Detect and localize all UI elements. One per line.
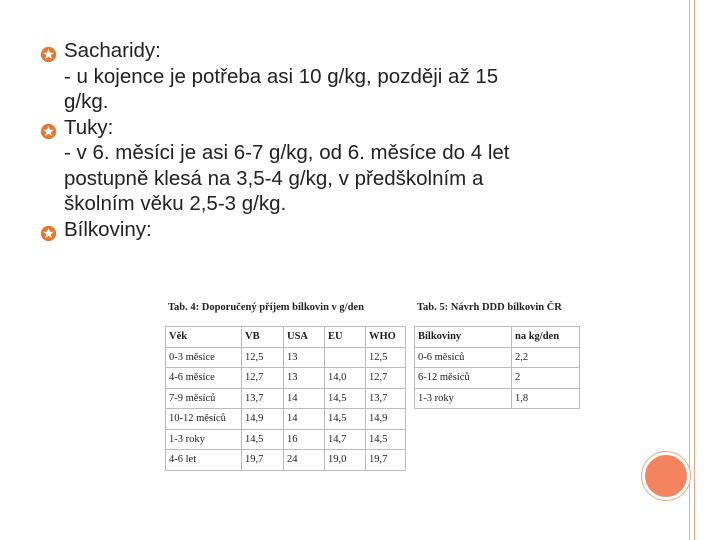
bullet-item: [40, 38, 620, 115]
table-cell: 14,9: [242, 409, 284, 430]
table-cell: 14: [284, 409, 325, 430]
bullet-text-line: postupně klesá na 3,5-4 g/kg, v předškolním a: [64, 166, 484, 190]
table-header-cell: USA: [284, 327, 325, 348]
table-cell: 14: [284, 388, 325, 409]
table-cell: 4-6 let: [166, 450, 242, 471]
table-cell: 13,7: [242, 388, 284, 409]
table-cell: 12,7: [242, 368, 284, 389]
table-cell: 12,7: [366, 368, 406, 389]
table-cell: 14,0: [325, 368, 366, 389]
bullet-text-line: školním věku 2,5-3 g/kg.: [64, 192, 287, 215]
table-header-cell: Věk: [166, 327, 242, 348]
table-cell: 2: [512, 368, 580, 389]
table-cell: 4-6 měsíce: [166, 368, 242, 389]
table-header-cell: EU: [325, 327, 366, 348]
decorative-rule-right: [694, 0, 695, 540]
table-cell: 1-3 roky: [166, 429, 242, 450]
bullet-item: [40, 217, 620, 243]
table-cell: 14,7: [325, 429, 366, 450]
decorative-rule-left: [689, 0, 690, 540]
star-bullet-icon: [40, 225, 57, 242]
table-row: [166, 450, 406, 471]
protein-intake-table: [165, 326, 406, 471]
table-row: [166, 388, 406, 409]
bullet-text-line: - u kojence je potřeba asi 10 g/kg, později až 15: [64, 64, 499, 88]
table-row: [166, 409, 406, 430]
table-row: [415, 347, 580, 368]
table-row: [415, 388, 580, 409]
bullet-item: [40, 115, 620, 217]
bullet-text-line: - v 6. měsíci je asi 6-7 g/kg, od 6. měsíce do 4 let: [64, 141, 510, 164]
table-cell: 12,5: [242, 347, 284, 368]
table-cell: 7-9 měsíců: [166, 388, 242, 409]
table5-title: Tab. 5: Návrh DDD bílkovin ČR: [417, 302, 562, 313]
table-header-cell: na kg/den: [512, 327, 580, 348]
table-cell: 24: [284, 450, 325, 471]
table-row: [166, 347, 406, 368]
table-cell: 16: [284, 429, 325, 450]
table-cell: [325, 347, 366, 368]
bullet-label: Bílkoviny:: [64, 217, 152, 241]
table-cell: 19,7: [242, 450, 284, 471]
bullet-label: Tuky:: [64, 115, 114, 139]
table-header-cell: VB: [242, 327, 284, 348]
table-cell: 1,8: [512, 388, 580, 409]
table-cell: 14,9: [366, 409, 406, 430]
table-cell: 2,2: [512, 347, 580, 368]
table-cell: 14,5: [325, 388, 366, 409]
table-cell: 13: [284, 347, 325, 368]
table-row: [166, 429, 406, 450]
table-cell: 6-12 měsíců: [415, 368, 512, 389]
table-cell: 0-6 měsíců: [415, 347, 512, 368]
protein-ddd-table: [414, 326, 580, 409]
bullet-list: [40, 38, 620, 242]
decorative-circle: [642, 452, 690, 500]
bullet-text-line: g/kg.: [64, 90, 109, 113]
table-cell: 1-3 roky: [415, 388, 512, 409]
table-cell: 19,0: [325, 450, 366, 471]
table4-title: Tab. 4: Doporučený příjem bílkovin v g/den: [168, 302, 364, 313]
table-cell: 13,7: [366, 388, 406, 409]
table-row: [166, 368, 406, 389]
table-cell: 0-3 měsíce: [166, 347, 242, 368]
table-cell: 12,5: [366, 347, 406, 368]
table-header-cell: WHO: [366, 327, 406, 348]
table-row: [415, 368, 580, 389]
table-cell: 14,5: [242, 429, 284, 450]
table-cell: 14,5: [366, 429, 406, 450]
star-bullet-icon: [40, 123, 57, 140]
star-bullet-icon: [40, 46, 57, 63]
table-cell: 10-12 měsíců: [166, 409, 242, 430]
table-cell: 13: [284, 368, 325, 389]
table-header-row: [166, 327, 406, 348]
table-header-cell: Bílkoviny: [415, 327, 512, 348]
table-header-row: [415, 327, 580, 348]
bullet-label: Sacharidy:: [64, 39, 161, 62]
table-cell: 14,5: [325, 409, 366, 430]
table-cell: 19,7: [366, 450, 406, 471]
